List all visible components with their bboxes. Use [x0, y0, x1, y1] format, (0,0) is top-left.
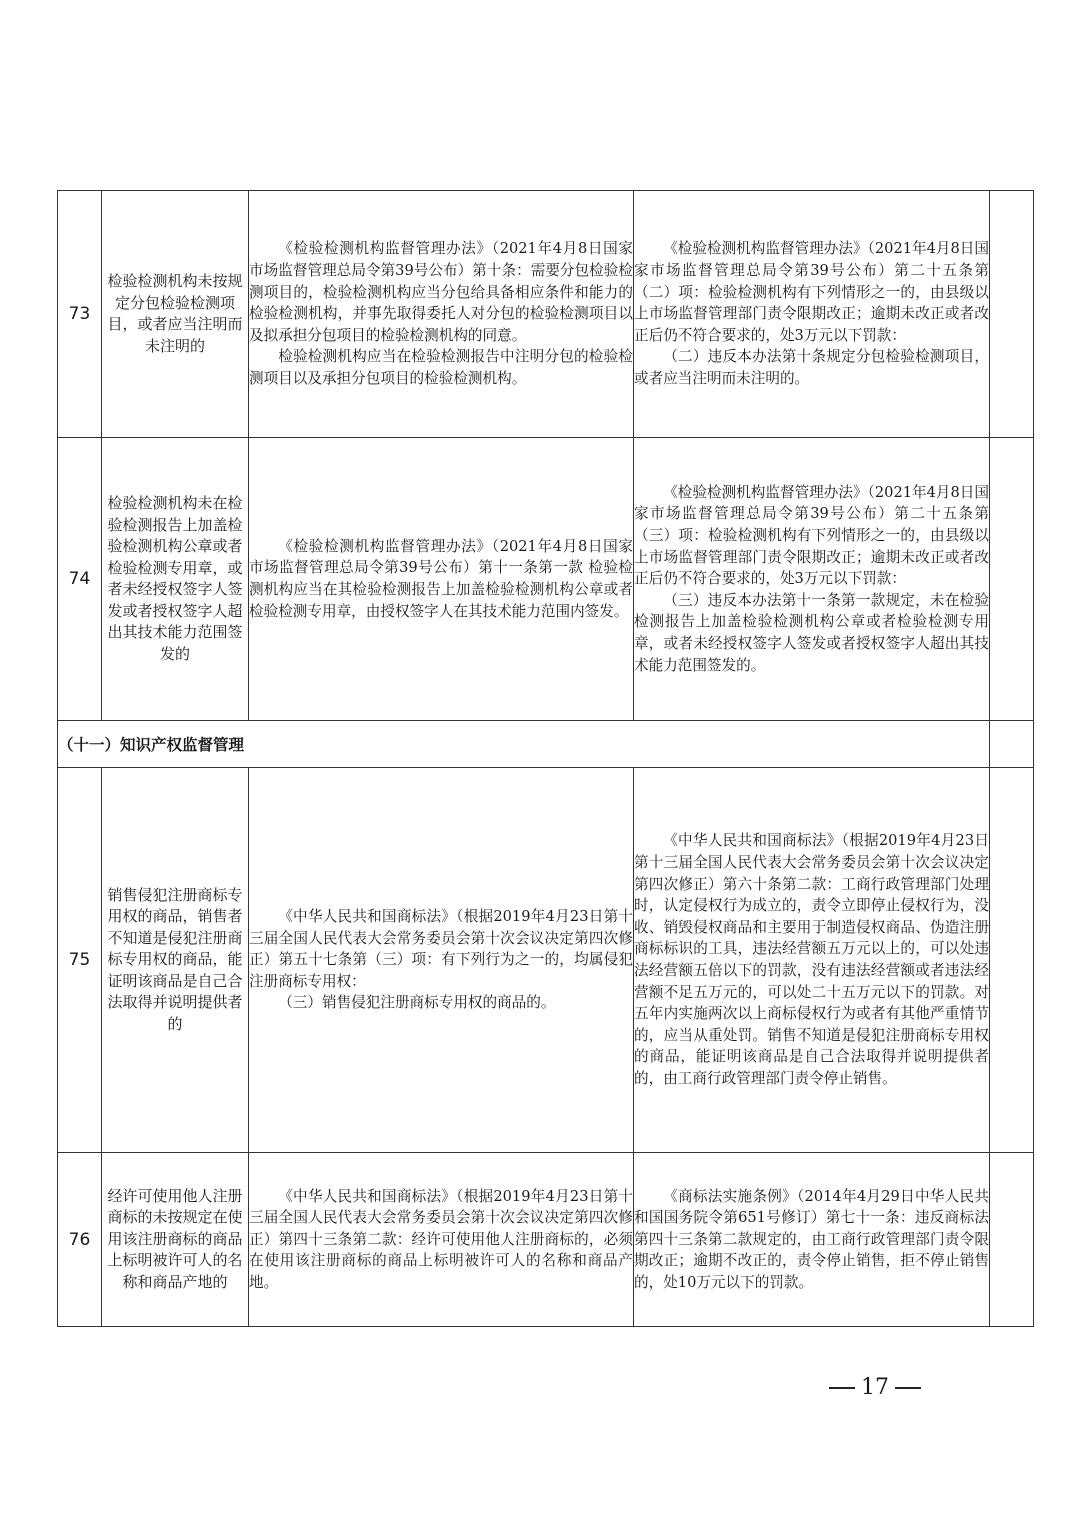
dash-right	[895, 1387, 921, 1389]
remarks-cell	[990, 438, 1034, 721]
remarks-cell	[990, 768, 1034, 1153]
table-row	[58, 191, 1034, 438]
table-row	[58, 1153, 1034, 1327]
basis-paragraph: 《检验检测机构监督管理办法》（2021年4月8日国家市场监督管理总局令第39号公布）第十一条第一款 检验检测机构应当在其检验检测报告上加盖检验检测机构公章或者检验检测专用章，由授权签字人在其技术能力范围内签发。	[249, 537, 633, 620]
row-number: 76	[58, 1153, 102, 1327]
row-number: 75	[58, 768, 102, 1153]
basis-paragraph: 《中华人民共和国商标法》（根据2019年4月23日第十三届全国人民代表大会常务委员会第十次会议决定第四次修正）第五十七条第（三）项：有下列行为之一的，均属侵犯注册商标专用权：	[249, 908, 633, 990]
basis-paragraph: 《中华人民共和国商标法》（根据2019年4月23日第十三届全国人民代表大会常务委员会第十次会议决定第四次修正）第四十三条第二款：经许可使用他人注册商标的，必须在使用该注册商标的商品上标明被许可人的名称和商品产地。	[249, 1187, 633, 1291]
section-title: （十一）知识产权监督管理	[58, 721, 990, 768]
basis-paragraph: （三）销售侵犯注册商标专用权的商品的。	[278, 994, 556, 1012]
penalty-paragraph: 《中华人民共和国商标法》（根据2019年4月23日第十三届全国人民代表大会常务委员会第十次会议决定第四次修正）第六十条第二款：工商行政管理部门处理时，认定侵权行为成立的，责令立即停止侵权行为，没收、销毁侵权商品和主要用于制造侵权商品、伪造注册商标标识的工具，违法经营额五万元以上的，可以处违法经营额五倍以下的罚款，没有违法经营额或者违法经营额不足五万元的，可以处二十五万元以下的罚款。对五年内实施两次以上商标侵权行为或者有其他严重情节的，应当从重处罚。销售不知道是侵犯注册商标专用权的商品，能证明该商品是自己合法取得并说明提供者的，由工商行政管理部门责令停止销售。	[634, 832, 989, 1087]
legal-basis	[249, 1153, 634, 1327]
row-number: 73	[58, 191, 102, 438]
basis-paragraph: 检验检测机构应当在检验检测报告中注明分包的检验检测项目以及承担分包项目的检验检测机构。	[249, 348, 633, 387]
section-row	[58, 721, 1034, 768]
penalty-paragraph: 《检验检测机构监督管理办法》（2021年4月8日国家市场监督管理总局令第39号公布）第二十五条第（三）项：检验检测机构有下列情形之一的，由县级以上市场监督管理部门责令限期改正；逾期未改正或者改正后仍不符合要求的，处3万元以下罚款：	[634, 483, 989, 588]
row-number: 74	[58, 438, 102, 721]
table-row	[58, 768, 1034, 1153]
page-number	[820, 1375, 930, 1400]
penalty-paragraph: 《商标法实施条例》（2014年4月29日中华人民共和国国务院令第651号修订）第七十一条：违反商标法第四十三条第二款规定的，由工商行政管理部门责令限期改正；逾期不改正的，责令停止销售，拒不停止销售的，处10万元以下的罚款。	[634, 1187, 989, 1291]
violation-item: 检验检测机构未按规定分包检验检测项目，或者应当注明而未注明的	[102, 191, 249, 438]
penalty-basis	[634, 438, 990, 721]
legal-basis	[249, 191, 634, 438]
basis-paragraph: 《检验检测机构监督管理办法》（2021年4月8日国家市场监督管理总局令第39号公布）第十条：需要分包检验检测项目的，检验检测机构应当分包给具备相应条件和能力的检验检测机构，并事先取得委托人对分包的检验检测项目以及拟承担分包项目的检验检测机构的同意。	[249, 240, 633, 344]
legal-basis	[249, 438, 634, 721]
regulation-table	[57, 190, 1034, 1327]
legal-basis	[249, 768, 634, 1153]
penalty-paragraph: （三）违反本办法第十一条第一款规定，未在检验检测报告上加盖检验检测机构公章或者检验检测专用章，或者未经授权签字人签发或者授权签字人超出其技术能力范围签发的。	[634, 591, 989, 674]
remarks-cell	[990, 191, 1034, 438]
violation-item: 检验检测机构未在检验检测报告上加盖检验检测机构公章或者检验检测专用章，或者未经授权签字人签发或者授权签字人超出其技术能力范围签发的	[102, 438, 249, 721]
penalty-basis	[634, 191, 990, 438]
table-row	[58, 438, 1034, 721]
remarks-cell	[990, 1153, 1034, 1327]
penalty-basis	[634, 768, 990, 1153]
penalty-paragraph: （二）违反本办法第十条规定分包检验检测项目，或者应当注明而未注明的。	[634, 348, 989, 387]
violation-item: 销售侵犯注册商标专用权的商品，销售者不知道是侵犯注册商标专用权的商品，能证明该商品是自己合法取得并说明提供者的	[102, 768, 249, 1153]
page-number-value: 17	[861, 1375, 889, 1400]
penalty-paragraph: 《检验检测机构监督管理办法》（2021年4月8日国家市场监督管理总局令第39号公布）第二十五条第（二）项：检验检测机构有下列情形之一的，由县级以上市场监督管理部门责令限期改正；逾期未改正或者改正后仍不符合要求的，处3万元以下罚款：	[634, 240, 989, 344]
penalty-basis	[634, 1153, 990, 1327]
dash-left	[829, 1387, 855, 1389]
remarks-cell	[990, 721, 1034, 768]
violation-item: 经许可使用他人注册商标的未按规定在使用该注册商标的商品上标明被许可人的名称和商品产地的	[102, 1153, 249, 1327]
